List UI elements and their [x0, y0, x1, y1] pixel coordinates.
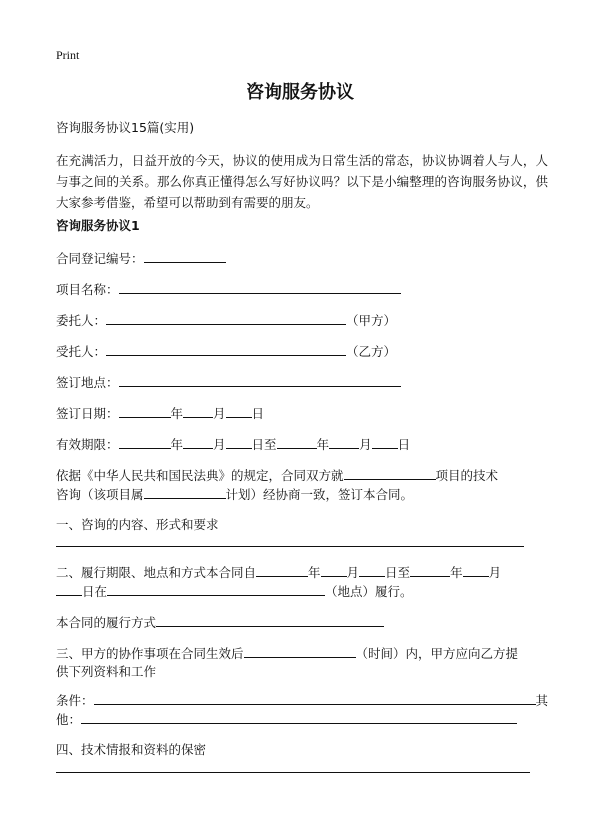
other-line [56, 711, 517, 728]
page-title: 咨询服务协议 [246, 82, 354, 103]
party-a-label: （甲方） [346, 313, 397, 328]
month-label: 月 [359, 437, 372, 452]
day-label: 日 [251, 406, 265, 421]
print-link[interactable]: Print [56, 48, 80, 62]
blank [256, 564, 308, 577]
blank [410, 564, 450, 577]
clause-2-text: 日在 [82, 584, 108, 599]
blank [329, 436, 359, 449]
client-blank [106, 312, 346, 325]
perform-method-label: 本合同的履行方式 [56, 615, 157, 630]
sign-place-field [56, 374, 401, 391]
blank [156, 614, 384, 627]
blank [359, 564, 385, 577]
year-label: 年 [450, 565, 463, 580]
clause-1-heading: 一、咨询的内容、形式和要求 [56, 517, 219, 532]
blank [321, 564, 347, 577]
day-to-label: 日至 [251, 437, 277, 452]
blank [144, 486, 226, 499]
section-heading: 咨询服务协议1 [56, 218, 140, 233]
clause-4-heading: 四、技术情报和资料的保密 [56, 742, 207, 757]
clause-3-line-1 [56, 645, 518, 662]
party-b-label: （乙方） [346, 344, 397, 359]
clause-3-line-2: 供下列资料和工作 [56, 664, 157, 679]
basis-text: 咨询（该项目属 [56, 487, 144, 502]
blank [119, 436, 171, 449]
clause-2-text: 二、履行期限、地点和方式本合同自 [56, 565, 257, 580]
project-name-blank [119, 281, 401, 294]
condition-label: 条件： [56, 693, 94, 708]
blank [344, 467, 436, 480]
document-subtitle: 咨询服务协议15篇(实用) [56, 120, 195, 135]
trustee-blank [106, 343, 346, 356]
blank [463, 564, 489, 577]
trustee-label: 受托人： [56, 344, 107, 359]
trustee-field [56, 343, 396, 360]
blank [372, 436, 398, 449]
clause-2-place: （地点）履行。 [325, 584, 413, 599]
clause-3-text: （时间）内，甲方应向乙方提 [355, 646, 519, 661]
blank [244, 645, 356, 658]
reg-no-blank [144, 250, 226, 263]
blank [119, 405, 171, 418]
blank [107, 583, 325, 596]
month-label: 月 [213, 406, 226, 421]
sign-place-blank [119, 374, 401, 387]
year-label: 年 [316, 437, 330, 452]
year-label: 年 [170, 406, 184, 421]
clause-3-text: 三、甲方的协作事项在合同生效后 [56, 646, 244, 661]
basis-line-1 [56, 467, 498, 484]
year-label: 年 [170, 437, 184, 452]
blank [56, 583, 82, 596]
year-label: 年 [308, 565, 321, 580]
basis-line-2 [56, 486, 413, 503]
blank [183, 436, 213, 449]
other-label: 他： [56, 712, 82, 727]
project-name-field [56, 281, 401, 298]
sign-date-label: 签订日期： [56, 406, 119, 421]
clause-2-line-2 [56, 583, 413, 600]
blank [94, 692, 536, 705]
clause-4-blank-line [56, 772, 530, 773]
month-label: 月 [346, 565, 360, 580]
blank [226, 436, 252, 449]
valid-period-field [56, 436, 410, 453]
sign-date-field [56, 405, 264, 422]
reg-no-label: 合同登记编号： [56, 251, 144, 266]
intro-paragraph: 在充满活力，日益开放的今天，协议的使用成为日常生活的常态，协议协调着人与人，人与事之间的关系。那么你真正懂得怎么写好协议吗？以下是小编整理的咨询服务协议，供大家参考借鉴，希望可以帮助到有需要的朋友。 [56, 153, 548, 210]
day-label: 日 [397, 437, 411, 452]
client-field [56, 312, 396, 329]
perform-method-field [56, 614, 384, 631]
other-label: 其 [535, 693, 549, 708]
month-label: 月 [213, 437, 226, 452]
client-label: 委托人： [56, 313, 107, 328]
blank [277, 436, 317, 449]
blank [226, 405, 252, 418]
basis-text: 计划）经协商一致，签订本合同。 [225, 487, 414, 502]
valid-period-label: 有效期限： [56, 437, 119, 452]
project-name-label: 项目名称： [56, 282, 119, 297]
clause-1-blank-line [56, 546, 524, 547]
basis-text: 依据《中华人民共和国民法典》的规定，合同双方就 [56, 468, 344, 483]
basis-text: 项目的技术 [435, 468, 499, 483]
condition-line [56, 692, 548, 709]
reg-no-field [56, 250, 226, 267]
clause-2-line-1 [56, 564, 501, 581]
blank [183, 405, 213, 418]
sign-place-label: 签订地点： [56, 375, 119, 390]
day-to-label: 日至 [385, 565, 411, 580]
blank [81, 711, 517, 724]
month-label: 月 [488, 565, 502, 580]
